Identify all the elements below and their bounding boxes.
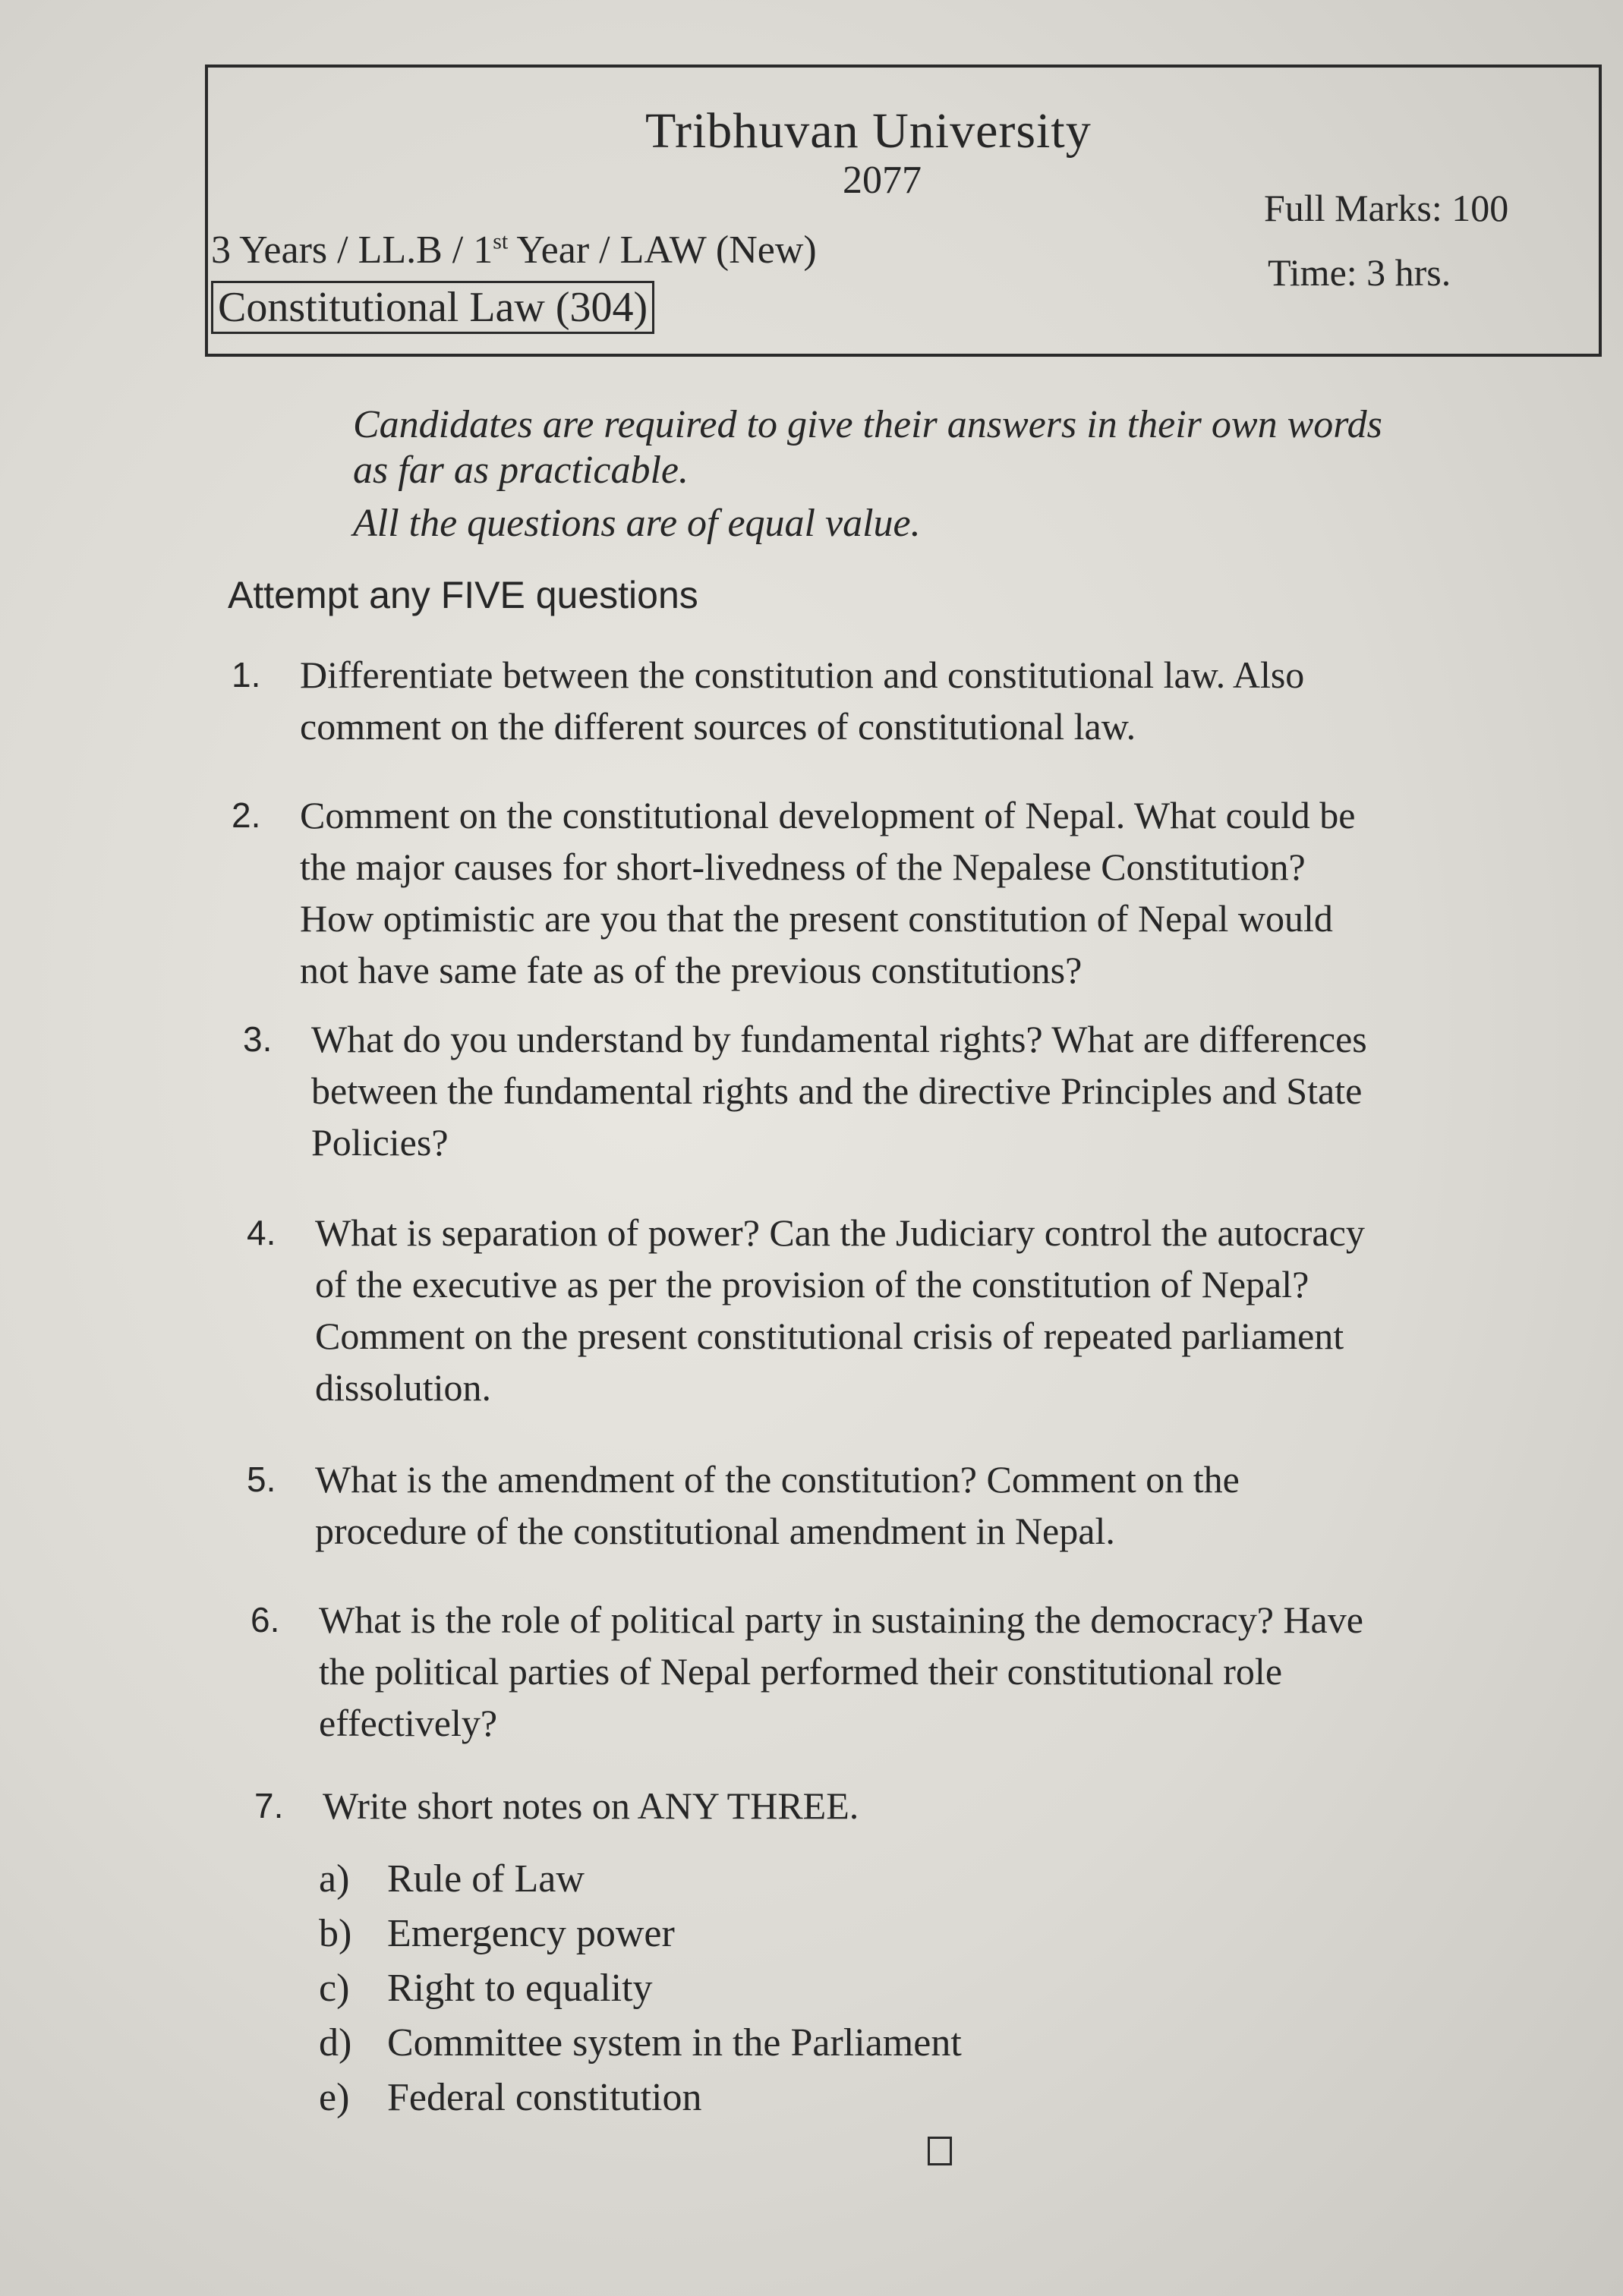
- question-line: What is the role of political party in sustaining the democracy? Have: [319, 1598, 1363, 1641]
- question-line: How optimistic are you that the present constitution of Nepal would: [300, 897, 1333, 940]
- short-note-item: [319, 2016, 962, 2071]
- question-line: effectively?: [319, 1702, 498, 1744]
- short-note-text: Emergency power: [387, 1912, 675, 1955]
- question-line: dissolution.: [315, 1366, 491, 1409]
- short-note-label: b): [319, 1912, 352, 1955]
- short-note-label: d): [319, 2021, 352, 2065]
- question-line: Differentiate between the constitution and constitutional law. Also: [300, 654, 1305, 696]
- subject-title: Constitutional Law (304): [211, 281, 654, 334]
- question-line: Write short notes on ANY THREE.: [323, 1784, 859, 1827]
- short-note-item: [319, 1852, 962, 1907]
- short-note-label: e): [319, 2076, 350, 2119]
- question-number: 6.: [251, 1600, 280, 1639]
- short-note-item: [319, 1907, 962, 1961]
- short-note-label: c): [319, 1967, 350, 2010]
- course-info: [211, 228, 817, 272]
- question-line: Comment on the constitutional development of Nepal. What could be: [300, 794, 1356, 836]
- course-sup: st: [493, 228, 509, 254]
- instruction-line: as far as practicable.: [353, 449, 689, 492]
- question-line: Comment on the present constitutional crisis of repeated parliament: [315, 1315, 1344, 1357]
- short-note-label: a): [319, 1857, 350, 1901]
- question-line: not have same fate as of the previous constitutions?: [300, 949, 1083, 991]
- question-line: comment on the different sources of constitutional law.: [300, 705, 1136, 748]
- course-prefix: 3 Years / LL.B / 1: [211, 228, 493, 272]
- attempt-instruction: Attempt any FIVE questions: [228, 574, 698, 616]
- question-line: of the executive as per the provision of the constitution of Nepal?: [315, 1263, 1309, 1305]
- question-line: the major causes for short-livedness of the Nepalese Constitution?: [300, 846, 1306, 888]
- end-of-paper-mark: [928, 2137, 952, 2165]
- question-line: the political parties of Nepal performed their constitutional role: [319, 1650, 1283, 1693]
- question-line: Policies?: [311, 1121, 449, 1164]
- question-number: 7.: [254, 1786, 284, 1825]
- question-number: 2.: [232, 795, 261, 835]
- short-note-text: Committee system in the Parliament: [387, 2021, 962, 2065]
- university-name: Tribhuvan University: [645, 103, 1092, 159]
- full-marks: Full Marks: 100: [1264, 187, 1509, 229]
- short-note-text: Federal constitution: [387, 2076, 702, 2119]
- question-number: 1.: [232, 655, 261, 694]
- exam-year: 2077: [843, 159, 922, 202]
- question-line: What do you understand by fundamental rights? What are differences: [311, 1018, 1367, 1060]
- course-suffix: Year / LAW (New): [508, 228, 817, 272]
- short-note-item: [319, 2071, 962, 2125]
- short-note-item: [319, 1961, 962, 2016]
- question-line: procedure of the constitutional amendment in Nepal.: [315, 1510, 1115, 1552]
- question-line: between the fundamental rights and the directive Principles and State: [311, 1069, 1363, 1112]
- instruction-line: Candidates are required to give their answers in their own words: [353, 403, 1382, 446]
- short-notes-list: [319, 1852, 962, 2125]
- short-note-text: Rule of Law: [387, 1857, 585, 1901]
- exam-time: Time: 3 hrs.: [1268, 251, 1451, 294]
- instruction-line: All the questions are of equal value.: [353, 502, 921, 545]
- question-line: What is the amendment of the constitution? Comment on the: [315, 1458, 1240, 1501]
- question-number: 4.: [247, 1213, 276, 1252]
- question-number: 5.: [247, 1460, 276, 1499]
- question-number: 3.: [243, 1019, 273, 1059]
- question-line: What is separation of power? Can the Judiciary control the autocracy: [315, 1211, 1365, 1254]
- short-note-text: Right to equality: [387, 1967, 653, 2010]
